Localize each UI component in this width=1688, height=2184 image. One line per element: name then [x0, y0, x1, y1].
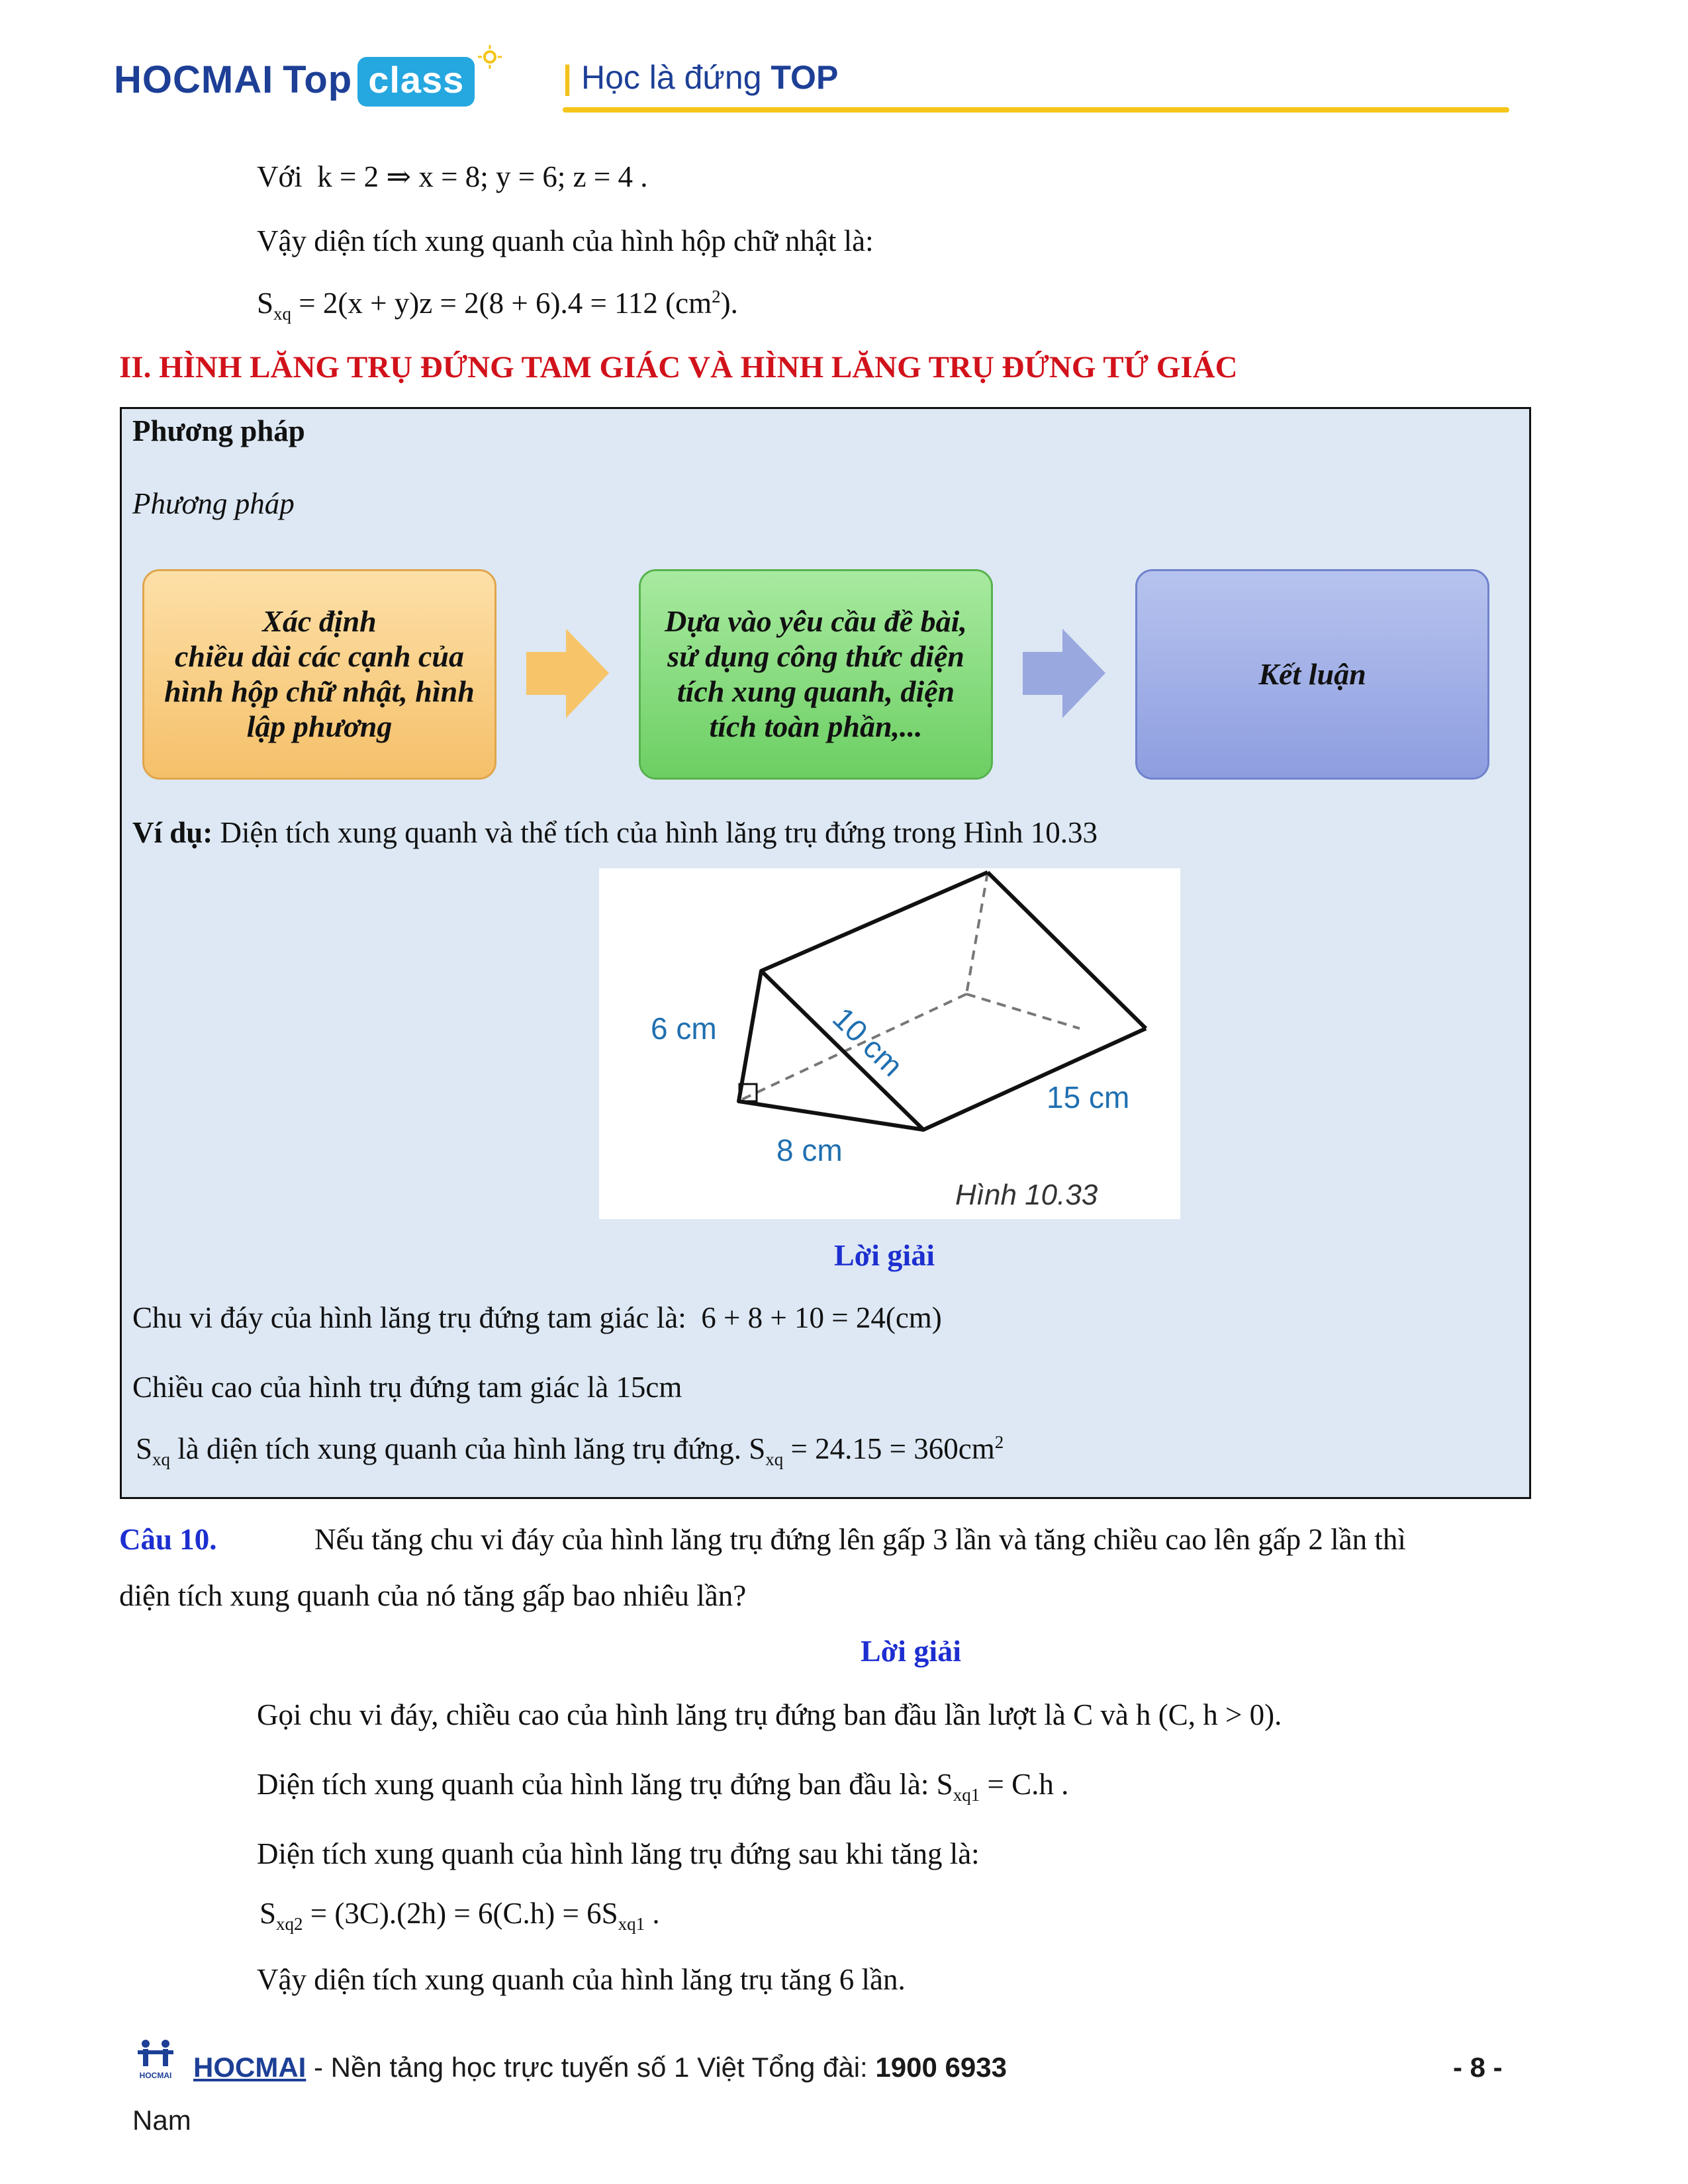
label-6cm: 6 cm — [651, 1011, 717, 1046]
label-8cm: 8 cm — [776, 1133, 843, 1167]
solution-line-1: Chu vi đáy của hình lăng trụ đứng tam giác là: 6 + 8 + 10 = 24(cm) — [132, 1301, 942, 1334]
question-label: Câu 10. — [119, 1523, 217, 1556]
q-solution-line-2: Diện tích xung quanh của hình lăng trụ đứng ban đầu là: $S_{xq1} = C.h$ . — [257, 1768, 1069, 1805]
section-title: II. HÌNH LĂNG TRỤ ĐỨNG TAM GIÁC VÀ HÌNH LĂNG TRỤ ĐỨNG TỨ GIÁC — [119, 350, 1238, 385]
solution-line-3: $S_{xq}$ là diện tích xung quanh của hình lăng trụ đứng. $S_{xq} = 24.15 = 360cm^2$ — [136, 1432, 1004, 1469]
solution-line-2: Chiều cao của hình trụ đứng tam giác là 15cm — [132, 1371, 682, 1404]
q-solution-line-3: Diện tích xung quanh của hình lăng trụ đứng sau khi tăng là: — [257, 1837, 980, 1870]
arrow-right-icon — [1023, 629, 1105, 718]
footer-wrap: Nam — [132, 2105, 191, 2136]
label-10cm: 10 cm — [826, 1000, 910, 1083]
intro-formula: $S_{xq} = 2(x + y)z = 2(8 + 6).4 = 112$ $(cm^2)$. — [257, 287, 738, 324]
method-heading: Phương pháp — [132, 414, 305, 447]
page-number: - 8 - — [1453, 2052, 1503, 2083]
q-solution-line-1: Gọi chu vi đáy, chiều cao của hình lăng trụ đứng ban đầu lần lượt là C và h (C, h > 0). — [257, 1698, 1282, 1731]
flow-step-identify: Xác định chiều dài các cạnh của hình hộp chữ nhật, hình lập phương — [142, 569, 496, 780]
example-line: Ví dụ: Diện tích xung quanh và thể tích của hình lăng trụ đứng trong Hình 10.33 — [132, 816, 1098, 849]
intro-line-2: Vậy diện tích xung quanh của hình hộp chữ nhật là: — [257, 224, 874, 257]
figure-caption: Hình 10.33 — [955, 1179, 1098, 1211]
logo-class-badge: class — [357, 57, 475, 107]
intro-line-1: Với k = 2 ⇒ x = 8; y = 6; z = 4 . — [257, 160, 648, 193]
hocmai-people-icon — [132, 2037, 179, 2083]
sun-icon — [477, 44, 503, 70]
question-text-1: Nếu tăng chu vi đáy của hình lăng trụ đứng lên gấp 3 lần và tăng chiều cao lên gấp 2 lần thì — [314, 1523, 1406, 1556]
solution-title: Lời giải — [834, 1238, 935, 1272]
logo-hocmai-text: HOCMAI — [114, 58, 274, 101]
q-solution-formula: $S_{xq2} = (3C).(2h) = 6(C.h) = 6S_{xq1}$ . — [259, 1897, 660, 1934]
method-subheading: Phương pháp — [132, 487, 295, 520]
logo-top-text: Top — [283, 58, 353, 101]
question-solution-title: Lời giải — [861, 1634, 961, 1668]
q-solution-line-5: Vậy diện tích xung quanh của hình lăng trụ tăng 6 lần. — [257, 1963, 906, 1996]
slogan-strong: TOP — [771, 59, 839, 96]
label-15cm: 15 cm — [1047, 1080, 1130, 1115]
header-rule — [563, 107, 1509, 113]
flow-step-apply-formula: Dựa vào yêu cầu đề bài, sử dụng công thức diện tích xung quanh, diện tích toàn phần,... — [639, 569, 993, 780]
arrow-right-icon — [526, 629, 609, 718]
footer-brand-link[interactable]: HOCMAI — [193, 2052, 306, 2083]
slogan: | Học là đứng TOP — [563, 59, 839, 96]
svg-text:HOCMAI: HOCMAI — [139, 2071, 172, 2080]
footer-text: HOCMAI - Nền tảng học trực tuyến số 1 Việt Tổng đài: 1900 6933 — [193, 2052, 1007, 2083]
flow-step-conclude: Kết luận — [1135, 569, 1489, 780]
slogan-text: Học là đứng — [581, 59, 762, 96]
question-text-2: diện tích xung quanh của nó tăng gấp bao nhiêu lần? — [119, 1579, 747, 1612]
prism-figure — [599, 868, 1180, 1219]
logo — [114, 57, 475, 107]
